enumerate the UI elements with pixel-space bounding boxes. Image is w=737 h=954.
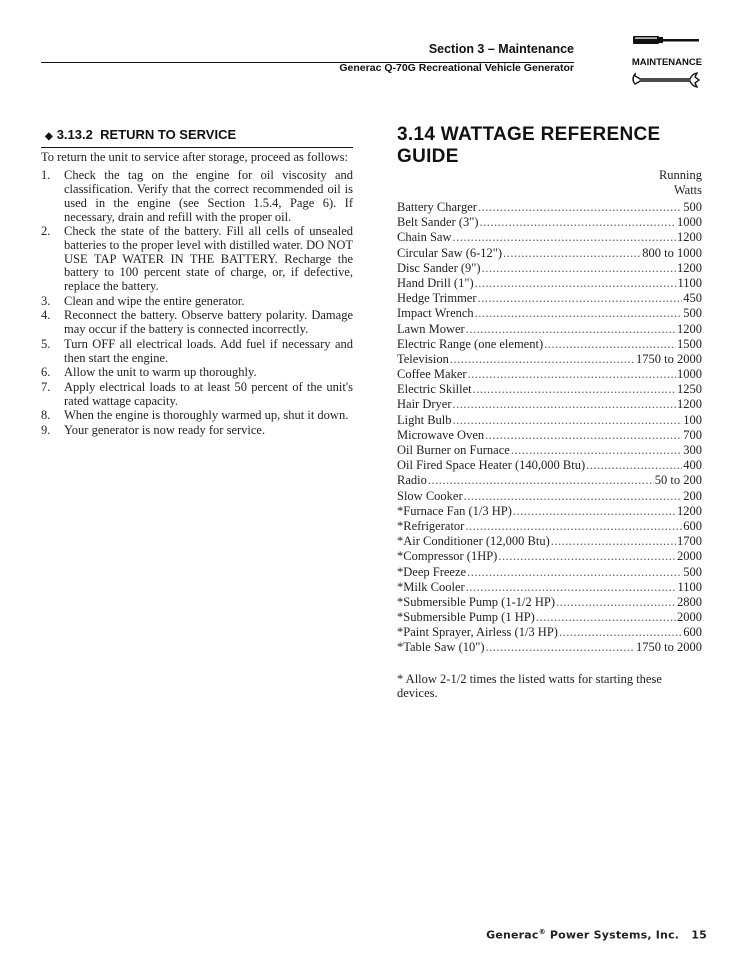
list-item bbox=[41, 338, 353, 365]
dot-leader bbox=[453, 230, 676, 245]
dot-leader bbox=[453, 413, 683, 428]
dot-leader bbox=[559, 625, 682, 640]
list-item bbox=[41, 225, 353, 294]
table-row bbox=[397, 625, 702, 640]
running-watts-header bbox=[397, 168, 702, 198]
dot-leader bbox=[482, 261, 676, 276]
screwdriver-icon bbox=[627, 30, 707, 50]
step-number: 2. bbox=[41, 224, 51, 239]
dot-leader bbox=[467, 565, 682, 580]
table-row bbox=[397, 291, 702, 306]
step-number: 5. bbox=[41, 336, 51, 351]
table-row bbox=[397, 504, 702, 519]
appliance-name: *Compressor (1HP) bbox=[397, 549, 498, 564]
dot-leader bbox=[536, 610, 676, 625]
wattage-table bbox=[397, 200, 702, 656]
step-text: Turn OFF all electrical loads. Add fuel if necessary and then start the engine. bbox=[64, 336, 353, 365]
wattage-reference-section bbox=[397, 124, 702, 700]
table-row bbox=[397, 413, 702, 428]
running-watts-value: 500 bbox=[683, 306, 702, 321]
appliance-name: Electric Range (one element) bbox=[397, 336, 544, 351]
step-number: 1. bbox=[41, 168, 51, 183]
running-watts-value: 1000 bbox=[677, 215, 702, 230]
dot-leader bbox=[498, 549, 676, 564]
step-text: Clean and wipe the entire generator. bbox=[64, 293, 245, 308]
table-row bbox=[397, 565, 702, 580]
table-row bbox=[397, 246, 702, 261]
dot-leader bbox=[479, 215, 676, 230]
running-watts-value: 1200 bbox=[677, 260, 702, 275]
table-row bbox=[397, 261, 702, 276]
dot-leader bbox=[513, 504, 676, 519]
table-row bbox=[397, 306, 702, 321]
appliance-name: Coffee Maker bbox=[397, 367, 467, 382]
section-title: Section 3 – Maintenance bbox=[428, 42, 574, 56]
table-row bbox=[397, 640, 702, 655]
dot-leader bbox=[428, 473, 654, 488]
dot-leader bbox=[511, 443, 682, 458]
wrench-icon bbox=[627, 68, 707, 90]
footer-company: Generac bbox=[486, 928, 539, 942]
footer-company-rest: Power Systems, Inc. bbox=[545, 928, 680, 942]
step-number: 9. bbox=[41, 423, 51, 438]
running-watts-value: 1000 bbox=[677, 367, 702, 382]
dot-leader bbox=[466, 322, 676, 337]
dot-leader bbox=[475, 306, 683, 321]
appliance-name: Television bbox=[397, 351, 449, 366]
dot-leader bbox=[453, 397, 677, 412]
running-watts-value: 700 bbox=[683, 427, 702, 442]
list-item bbox=[41, 309, 353, 336]
table-row bbox=[397, 337, 702, 352]
appliance-name: Hedge Trimmer bbox=[397, 291, 477, 306]
step-text: Reconnect the battery. Observe battery polarity. Damage may occur if the battery is connected incorrectly. bbox=[64, 308, 353, 337]
table-row bbox=[397, 352, 702, 367]
running-watts-value: 1500 bbox=[677, 336, 702, 351]
table-row bbox=[397, 200, 702, 215]
running-watts-value: 1250 bbox=[677, 382, 702, 397]
running-watts-value: 500 bbox=[683, 564, 702, 579]
step-number: 8. bbox=[41, 408, 51, 423]
running-watts-value: 1100 bbox=[677, 275, 702, 290]
appliance-name: *Submersible Pump (1 HP) bbox=[397, 610, 535, 625]
dot-leader bbox=[450, 352, 635, 367]
dot-leader bbox=[556, 595, 676, 610]
running-watts-value: 50 to 200 bbox=[654, 473, 702, 488]
footnote: * Allow 2-1/2 times the listed watts for starting these devices. bbox=[397, 671, 662, 700]
list-item bbox=[41, 169, 353, 224]
appliance-name: Electric Skillet bbox=[397, 382, 472, 397]
running-watts-value: 450 bbox=[683, 291, 702, 306]
dot-leader bbox=[485, 428, 682, 443]
list-item bbox=[41, 424, 353, 438]
return-to-service-section bbox=[41, 128, 353, 439]
running-watts-value: 1200 bbox=[677, 321, 702, 336]
dot-leader bbox=[503, 246, 641, 261]
table-row bbox=[397, 215, 702, 230]
appliance-name: *Milk Cooler bbox=[397, 579, 465, 594]
list-item bbox=[41, 366, 353, 380]
list-item bbox=[41, 295, 353, 309]
running-watts-value: 1200 bbox=[677, 397, 702, 412]
maintenance-badge bbox=[622, 30, 712, 95]
diamond-bullet-icon: ◆ bbox=[45, 131, 53, 142]
appliance-name: Oil Burner on Furnace bbox=[397, 443, 510, 457]
registered-mark: ® bbox=[538, 928, 546, 936]
dot-leader bbox=[544, 337, 676, 352]
step-number: 6. bbox=[41, 365, 51, 380]
steps-list bbox=[41, 169, 353, 437]
table-row bbox=[397, 489, 702, 504]
table-row bbox=[397, 443, 702, 458]
dot-leader bbox=[551, 534, 676, 549]
list-item bbox=[41, 381, 353, 408]
heading-title: RETURN TO SERVICE bbox=[100, 127, 237, 142]
column-header-line-1: Running bbox=[658, 168, 702, 182]
running-watts-value: 300 bbox=[683, 443, 702, 457]
dot-leader bbox=[473, 382, 676, 397]
appliance-name: Belt Sander (3") bbox=[397, 215, 479, 230]
dot-leader bbox=[464, 489, 683, 504]
dot-leader bbox=[475, 276, 677, 291]
list-item bbox=[41, 409, 353, 423]
table-row bbox=[397, 230, 702, 245]
appliance-name: *Air Conditioner (12,000 Btu) bbox=[397, 534, 550, 549]
dot-leader bbox=[465, 519, 682, 534]
appliance-name: *Paint Sprayer, Airless (1/3 HP) bbox=[397, 625, 558, 640]
step-text: Apply electrical loads to at least 50 percent of the unit's rated wattage capacity. bbox=[64, 379, 353, 408]
dot-leader bbox=[586, 458, 682, 473]
running-watts-value: 200 bbox=[683, 488, 702, 503]
page-footer bbox=[486, 928, 707, 942]
page-number: 15 bbox=[691, 928, 707, 942]
dot-leader bbox=[478, 291, 683, 306]
table-row bbox=[397, 595, 702, 610]
table-row bbox=[397, 428, 702, 443]
appliance-name: *Deep Freeze bbox=[397, 564, 467, 579]
appliance-name: Light Bulb bbox=[397, 412, 452, 427]
running-watts-value: 2800 bbox=[677, 594, 702, 609]
running-watts-value: 1100 bbox=[677, 579, 702, 594]
table-row bbox=[397, 519, 702, 534]
heading-number: 3.13.2 bbox=[56, 127, 93, 142]
appliance-name: Circular Saw (6-12") bbox=[397, 245, 503, 260]
table-row bbox=[397, 382, 702, 397]
running-watts-value: 1200 bbox=[677, 503, 702, 518]
document-subtitle: Generac Q-70G Recreational Vehicle Generator bbox=[339, 62, 574, 74]
appliance-name: *Refrigerator bbox=[397, 518, 465, 533]
table-row bbox=[397, 549, 702, 564]
running-watts-value: 1750 to 2000 bbox=[636, 640, 702, 655]
step-text: Check the tag on the engine for oil viscosity and classification. Verify that the correct recommended oil is used in the engine (see Section 1.5.4, Page 6). If necessary, drain and refill with the proper oil. bbox=[64, 168, 353, 224]
section-heading bbox=[41, 128, 353, 148]
running-watts-value: 400 bbox=[683, 458, 702, 473]
running-watts-value: 600 bbox=[683, 625, 702, 640]
appliance-name: Impact Wrench bbox=[397, 306, 474, 321]
table-row bbox=[397, 397, 702, 412]
step-number: 7. bbox=[41, 379, 51, 394]
running-watts-value: 1750 to 2000 bbox=[636, 351, 702, 366]
appliance-name: Battery Charger bbox=[397, 200, 477, 214]
dot-leader bbox=[486, 640, 635, 655]
appliance-name: *Submersible Pump (1-1/2 HP) bbox=[397, 594, 555, 609]
wattage-heading: 3.14 WATTAGE REFERENCE GUIDE bbox=[397, 124, 661, 167]
column-header-line-2: Watts bbox=[673, 183, 702, 197]
maintenance-label: MAINTENANCE bbox=[631, 57, 703, 68]
step-number: 3. bbox=[41, 293, 51, 308]
appliance-name: Hand Drill (1") bbox=[397, 275, 474, 290]
running-watts-value: 1200 bbox=[677, 230, 702, 245]
step-text: When the engine is thoroughly warmed up, shut it down. bbox=[64, 408, 349, 423]
running-watts-value: 1700 bbox=[677, 534, 702, 549]
appliance-name: *Furnace Fan (1/3 HP) bbox=[397, 503, 512, 518]
appliance-name: Disc Sander (9") bbox=[397, 260, 481, 275]
dot-leader bbox=[466, 580, 677, 595]
running-watts-value: 800 to 1000 bbox=[642, 245, 702, 260]
appliance-name: Radio bbox=[397, 473, 427, 488]
appliance-name: Chain Saw bbox=[397, 230, 452, 245]
appliance-name: Microwave Oven bbox=[397, 427, 485, 442]
dot-leader bbox=[478, 200, 682, 215]
running-watts-value: 2000 bbox=[677, 549, 702, 564]
appliance-name: Hair Dryer bbox=[397, 397, 452, 412]
intro-text: To return the unit to service after storage, proceed as follows: bbox=[41, 149, 349, 164]
step-text: Check the state of the battery. Fill all cells of unsealed batteries to the proper level with distilled water. DO NOT USE TAP WATER IN THE BATTERY. Recharge the battery to 100 percent state of charge, or, if defective, replace the battery. bbox=[64, 224, 353, 294]
step-number: 4. bbox=[41, 308, 51, 323]
table-row bbox=[397, 580, 702, 595]
step-text: Your generator is now ready for service. bbox=[64, 423, 266, 438]
table-row bbox=[397, 458, 702, 473]
table-row bbox=[397, 610, 702, 625]
running-watts-value: 600 bbox=[683, 518, 702, 533]
appliance-name: Oil Fired Space Heater (140,000 Btu) bbox=[397, 458, 586, 473]
appliance-name: Lawn Mower bbox=[397, 321, 465, 336]
running-watts-value: 100 bbox=[683, 412, 702, 427]
table-row bbox=[397, 534, 702, 549]
table-row bbox=[397, 276, 702, 291]
appliance-name: *Table Saw (10") bbox=[397, 640, 485, 655]
dot-leader bbox=[468, 367, 676, 382]
table-row bbox=[397, 473, 702, 488]
running-watts-value: 500 bbox=[683, 200, 702, 214]
table-row bbox=[397, 367, 702, 382]
step-text: Allow the unit to warm up thoroughly. bbox=[64, 365, 257, 380]
appliance-name: Slow Cooker bbox=[397, 488, 463, 503]
running-watts-value: 2000 bbox=[677, 610, 702, 625]
table-row bbox=[397, 322, 702, 337]
